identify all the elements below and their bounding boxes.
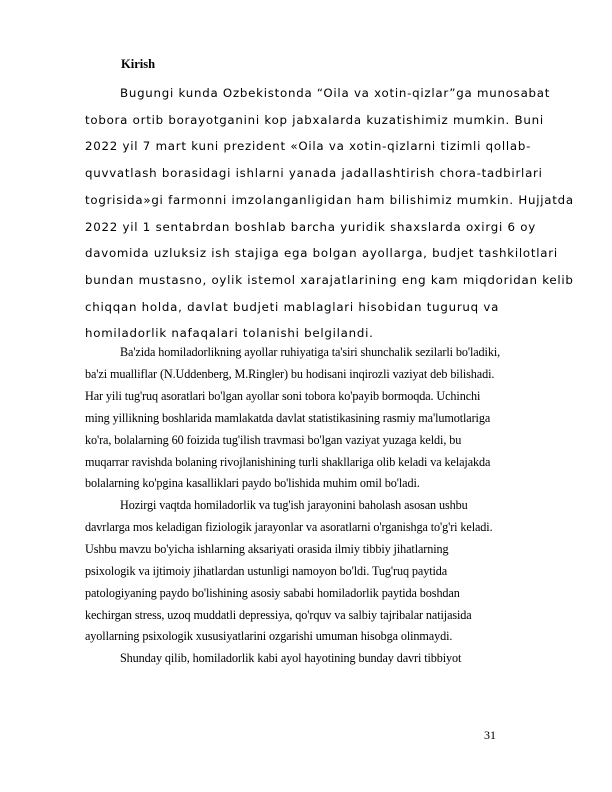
intro-line: davomida uzluksiz ish stajiga ega bolgan ayollarga, budjet tashkilotlari — [85, 246, 558, 261]
paragraph-line-text: Hozirgi vaqtda homiladorlik va tug'ish jarayonini baholash asosan ushbu — [120, 498, 468, 512]
intro-line: homiladorlik nafaqalari tolanishi belgilandi. — [85, 326, 374, 341]
intro-line: quvvatlash borasidagi ishlarni yanada jadallashtirish chora-tadbirlari — [85, 166, 543, 181]
body-paragraph-3 — [85, 648, 605, 670]
paragraph-line-text: Ba'zida homiladorlikning ayollar ruhiyatiga ta'siri shunchalik sezilarli bo'ladiki, — [120, 345, 501, 359]
body-paragraph-2 — [85, 495, 605, 648]
intro-line: 2022 yil 7 mart kuni prezident «Oila va xotin-qizlarni tizimli qollab- — [85, 139, 532, 154]
intro-line: togrisida»gi farmonni imzolanganligidan ham bilishimiz mumkin. Hujjatda — [85, 192, 574, 207]
paragraph-line: ko'ra, bolalarning 60 foizida tug'ilish travmasi bo'lgan vaziyat yuzaga keldi, bu — [85, 432, 462, 447]
paragraph-line: davrlarga mos keladigan fiziologik jarayonlar va asoratlarni o'rganishga to'g'ri keladi. — [85, 519, 493, 534]
intro-line-text: Bugungi kunda Ozbekistonda “Oila va xotin-qizlar”ga munosabat — [120, 86, 551, 100]
intro-line: 2022 yil 1 sentabrdan boshlab barcha yuridik shaxslarda oxirgi 6 oy — [85, 219, 536, 234]
paragraph-line: psixologik va ijtimoiy jihatlardan ustunligi namoyon bo'ldi. Tug'ruq paytida — [85, 563, 448, 578]
intro-line: bundan mustasno, oylik istemol xarajatlarining eng kam miqdoridan kelib — [85, 272, 574, 287]
body-paragraph-1 — [85, 342, 605, 495]
page-number: 31 — [484, 728, 496, 742]
intro-line — [85, 80, 565, 107]
paragraph-line — [85, 495, 605, 517]
paragraph-line: muqarrar ravishda bolaning rivojlanishining turli shakllariga olib keladi va kelajakda — [85, 454, 491, 469]
paragraph-line: Ushbu mavzu bo'yicha ishlarning aksariyati orasida ilmiy tibbiy jihatlarning — [85, 541, 449, 556]
paragraph-line: patologiyaning paydo bo'lishining asosiy sababi homiladorlik paytida boshdan — [85, 585, 460, 600]
intro-line: chiqqan holda, davlat budjeti mablaglari hisobidan tuguruq va — [85, 299, 500, 314]
paragraph-line-text: Shunday qilib, homiladorlik kabi ayol hayotining bunday davri tibbiyot — [120, 651, 462, 665]
paragraph-line: ming yillikning boshlarida mamlakatda davlat statistikasining rasmiy ma'lumotlariga — [85, 410, 491, 425]
paragraph-line: Har yili tug'ruq asoratlari bo'lgan ayollar soni tobora ko'payib bormoqda. Uchinchi — [85, 388, 481, 403]
intro-line: tobora ortib borayotganini kop jabxalarda kuzatishimiz mumkin. Buni — [85, 112, 544, 127]
paragraph-line: kechirgan stress, uzoq muddatli depressiya, qo'rquv va salbiy tajribalar natijasida — [85, 607, 472, 622]
paragraph-line: bolalarning ko'pgina kasalliklari paydo bo'lishida muhim omil bo'ladi. — [85, 476, 420, 491]
intro-paragraph — [85, 80, 574, 347]
paragraph-line — [85, 648, 605, 670]
paragraph-line — [85, 342, 605, 364]
paragraph-line: ayollarning psixologik xususiyatlarini ozgarishi umuman hisobga olinmaydi. — [85, 629, 453, 644]
paragraph-line: ba'zi mualliflar (N.Uddenberg, M.Ringler) bu hodisani inqirozli vaziyat deb bilishadi. — [85, 366, 495, 381]
section-heading: Kirish — [121, 57, 156, 71]
